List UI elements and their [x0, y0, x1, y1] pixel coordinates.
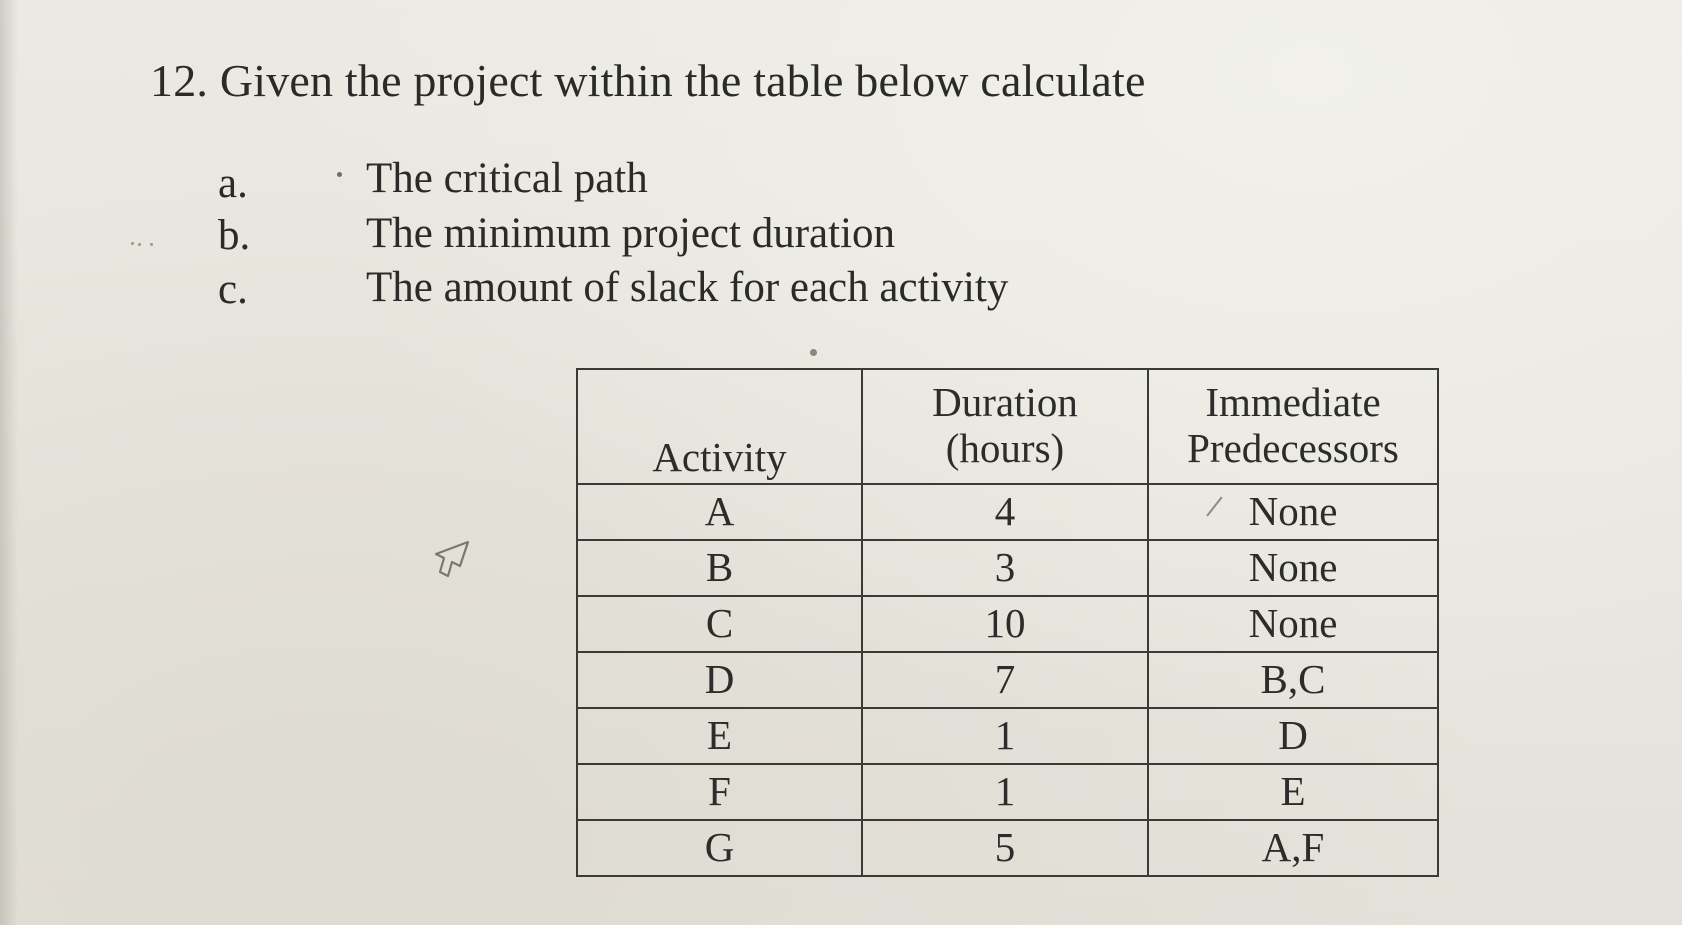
- question-text: Given the project within the table below calculate: [219, 55, 1146, 106]
- cell-activity: F: [577, 764, 862, 820]
- question-number: 12.: [150, 55, 209, 106]
- stray-dot-mark: [810, 349, 817, 356]
- cell-duration: 4: [862, 484, 1148, 540]
- table-row: [577, 652, 1438, 708]
- cell-activity: A: [577, 484, 862, 540]
- cell-duration: 1: [862, 764, 1148, 820]
- cell-activity: C: [577, 596, 862, 652]
- cell-predecessors: A,F: [1148, 820, 1438, 876]
- table-header-row: [577, 369, 1438, 484]
- stray-dot-mark: [337, 172, 342, 177]
- table-row: [577, 540, 1438, 596]
- part-b-letter: b.: [218, 212, 251, 259]
- cell-predecessors: None: [1148, 484, 1438, 540]
- cell-predecessors: D: [1148, 708, 1438, 764]
- cell-activity: B: [577, 540, 862, 596]
- cell-predecessors: None: [1148, 540, 1438, 596]
- cell-activity: E: [577, 708, 862, 764]
- part-c-letter: c.: [218, 266, 248, 313]
- cell-predecessors: E: [1148, 764, 1438, 820]
- header-predecessors: Immediate Predecessors: [1148, 369, 1438, 484]
- page-edge-shadow: [0, 0, 18, 925]
- table-row: [577, 820, 1438, 876]
- cell-activity: G: [577, 820, 862, 876]
- mouse-pointer-icon: [430, 536, 474, 580]
- cell-predecessors: B,C: [1148, 652, 1438, 708]
- part-c-text: The amount of slack for each activity: [366, 264, 1009, 311]
- part-a-letter: a.: [218, 160, 248, 207]
- stray-dot-mark: [138, 243, 141, 246]
- part-a-text: The critical path: [366, 155, 648, 202]
- header-activity: Activity: [577, 369, 862, 484]
- cell-predecessors: None: [1148, 596, 1438, 652]
- header-duration: Duration (hours): [862, 369, 1148, 484]
- table-row: [577, 484, 1438, 540]
- activity-table: [576, 368, 1439, 877]
- stray-dot-mark: [150, 243, 153, 246]
- cell-duration: 5: [862, 820, 1148, 876]
- cell-duration: 7: [862, 652, 1148, 708]
- cell-duration: 3: [862, 540, 1148, 596]
- stray-dot-mark: [131, 242, 134, 245]
- question-heading: [150, 55, 1146, 106]
- table-row: [577, 596, 1438, 652]
- cell-activity: D: [577, 652, 862, 708]
- cell-duration: 10: [862, 596, 1148, 652]
- table-row: [577, 764, 1438, 820]
- table-row: [577, 708, 1438, 764]
- part-b-text: The minimum project duration: [366, 210, 896, 257]
- cell-duration: 1: [862, 708, 1148, 764]
